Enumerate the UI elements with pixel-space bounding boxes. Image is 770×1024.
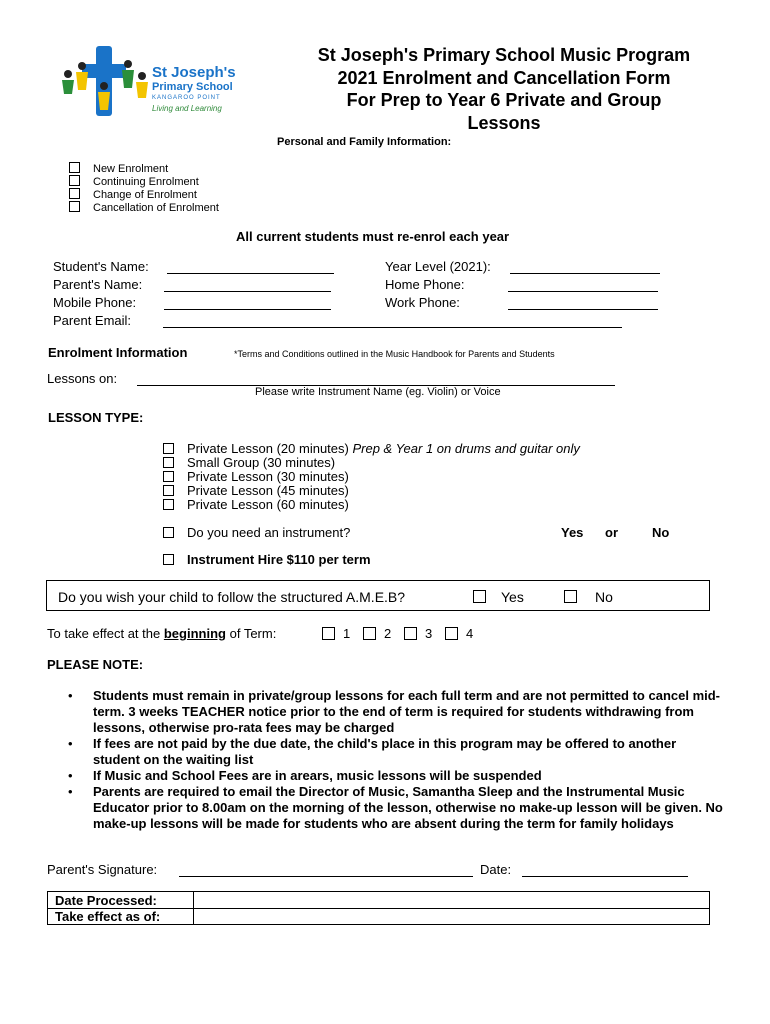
parent-email-label: Parent Email: — [53, 313, 132, 328]
take-effect-row — [47, 626, 276, 641]
checkbox-lesson-option[interactable] — [163, 499, 174, 510]
checkbox-continuing-enrolment[interactable] — [69, 175, 80, 186]
checkbox-term-1[interactable] — [322, 627, 335, 640]
work-phone-field[interactable] — [508, 309, 658, 310]
enrolment-type-label: Cancellation of Enrolment — [93, 202, 219, 214]
enrolment-type-label: New Enrolment — [93, 163, 169, 175]
instrument-hint: Please write Instrument Name (eg. Violin) or Voice — [255, 386, 501, 398]
take-effect-as-of-field[interactable] — [195, 909, 709, 924]
checkbox-ameb-no[interactable] — [564, 590, 577, 603]
student-name-field[interactable] — [167, 273, 334, 274]
mobile-phone-label: Mobile Phone: — [53, 295, 137, 310]
lesson-option-text: Private Lesson (20 minutes) — [187, 441, 349, 456]
instrument-hire-label: Instrument Hire $110 per term — [187, 552, 371, 567]
date-label: Date: — [480, 862, 512, 877]
terms-note: *Terms and Conditions outlined in the Music Handbook for Parents and Students — [234, 349, 555, 359]
date-processed-field[interactable] — [195, 892, 709, 908]
note-item: • Students must remain in private/group lessons for each full term and are not permitted to cancel mid-term. 3 weeks TEACHER notice prior to the end of term is required for students withdrawing from lessons, otherwise pro-rata fees may be charged — [68, 688, 721, 735]
checkbox-new-enrolment[interactable] — [69, 162, 80, 173]
term-label: 2 — [384, 626, 392, 641]
checkbox-lesson-option[interactable] — [163, 471, 174, 482]
instrument-yes[interactable]: Yes — [561, 525, 584, 540]
checkbox-need-instrument[interactable] — [163, 527, 174, 538]
home-phone-label: Home Phone: — [385, 277, 465, 292]
instrument-or: or — [605, 525, 618, 540]
checkbox-term-4[interactable] — [445, 627, 458, 640]
student-name-label: Student's Name: — [53, 259, 149, 274]
year-level-field[interactable] — [510, 273, 660, 274]
ameb-yes-label: Yes — [501, 589, 524, 605]
ameb-question: Do you wish your child to follow the structured A.M.E.B? — [58, 589, 406, 605]
checkbox-term-2[interactable] — [363, 627, 376, 640]
title-line-1: St Joseph's Primary School Music Program — [317, 45, 691, 65]
lessons-on-label: Lessons on: — [47, 371, 118, 386]
lesson-option-label: Private Lesson (30 minutes) — [187, 469, 349, 484]
checkbox-lesson-option[interactable] — [163, 485, 174, 496]
note-item: • If Music and School Fees are in arears, music lessons will be suspended — [68, 768, 542, 783]
term-label: 1 — [343, 626, 351, 641]
logo-emblem-icon — [58, 44, 156, 120]
lesson-option-label — [187, 441, 580, 456]
date-field[interactable] — [522, 876, 688, 877]
signature-field[interactable] — [179, 876, 473, 877]
bullet-icon: • — [68, 784, 73, 799]
take-effect-emphasis: beginning — [163, 626, 226, 641]
mobile-phone-field[interactable] — [164, 309, 331, 310]
lesson-option-note: Prep & Year 1 on drums and guitar only — [352, 441, 580, 456]
title-line-4: Lessons — [467, 112, 541, 133]
take-effect-as-of-label: Take effect as of: — [55, 909, 161, 924]
office-use-table — [47, 891, 710, 925]
lesson-option-label: Small Group (30 minutes) — [187, 455, 336, 470]
term-label: 3 — [425, 626, 433, 641]
date-processed-label: Date Processed: — [55, 893, 157, 908]
parent-name-field[interactable] — [164, 291, 331, 292]
checkbox-ameb-yes[interactable] — [473, 590, 486, 603]
parent-email-field[interactable] — [163, 327, 622, 328]
form-title — [270, 44, 738, 134]
please-note-heading: PLEASE NOTE: — [47, 657, 144, 672]
checkbox-lesson-option[interactable] — [163, 443, 174, 454]
please-note-list — [66, 688, 726, 832]
logo-motto: Living and Learning — [152, 104, 222, 113]
checkbox-instrument-hire[interactable] — [163, 554, 174, 565]
logo-location: KANGAROO POINT — [152, 95, 221, 101]
instrument-question: Do you need an instrument? — [187, 525, 351, 540]
logo-school-name-line1: St Joseph's — [152, 64, 236, 81]
signature-label: Parent's Signature: — [47, 862, 158, 877]
enrolment-type-label: Change of Enrolment — [93, 189, 197, 201]
checkbox-term-3[interactable] — [404, 627, 417, 640]
note-item: • Parents are required to email the Director of Music, Samantha Sleep and the Instrumental Music Educator prior to 8.00am on the morning of the lesson, otherwise no make-up lesson will be given. No make-up lessons will be made for students who are absent during the term for family holidays — [68, 784, 723, 831]
note-item: • If fees are not paid by the due date, the child's place in this program may be offered to another student on the waiting list — [68, 736, 677, 767]
enrolment-info-heading: Enrolment Information — [48, 345, 188, 360]
enrolment-type-label: Continuing Enrolment — [93, 176, 199, 188]
personal-heading: Personal and Family Information: — [277, 136, 452, 148]
bullet-icon: • — [68, 768, 73, 783]
title-line-3: For Prep to Year 6 Private and Group — [346, 90, 662, 110]
parent-name-label: Parent's Name: — [53, 277, 143, 292]
bullet-icon: • — [68, 688, 73, 703]
lesson-option-label: Private Lesson (45 minutes) — [187, 483, 349, 498]
lesson-option-label: Private Lesson (60 minutes) — [187, 497, 349, 512]
reenrol-notice: All current students must re-enrol each year — [236, 229, 510, 244]
checkbox-cancellation-enrolment[interactable] — [69, 201, 80, 212]
home-phone-field[interactable] — [508, 291, 658, 292]
checkbox-change-enrolment[interactable] — [69, 188, 80, 199]
take-effect-prefix: To take effect at the — [47, 626, 161, 641]
term-label: 4 — [466, 626, 474, 641]
title-line-2: 2021 Enrolment and Cancellation Form — [337, 67, 671, 88]
year-level-label: Year Level (2021): — [385, 259, 491, 274]
logo-school-name-line2: Primary School — [152, 81, 233, 93]
school-logo — [58, 44, 248, 124]
instrument-no[interactable]: No — [652, 525, 670, 540]
bullet-icon: • — [68, 736, 73, 751]
lesson-type-heading: LESSON TYPE: — [48, 410, 144, 425]
take-effect-suffix: of Term: — [229, 626, 277, 641]
work-phone-label: Work Phone: — [385, 295, 460, 310]
ameb-no-label: No — [595, 589, 613, 605]
checkbox-lesson-option[interactable] — [163, 457, 174, 468]
